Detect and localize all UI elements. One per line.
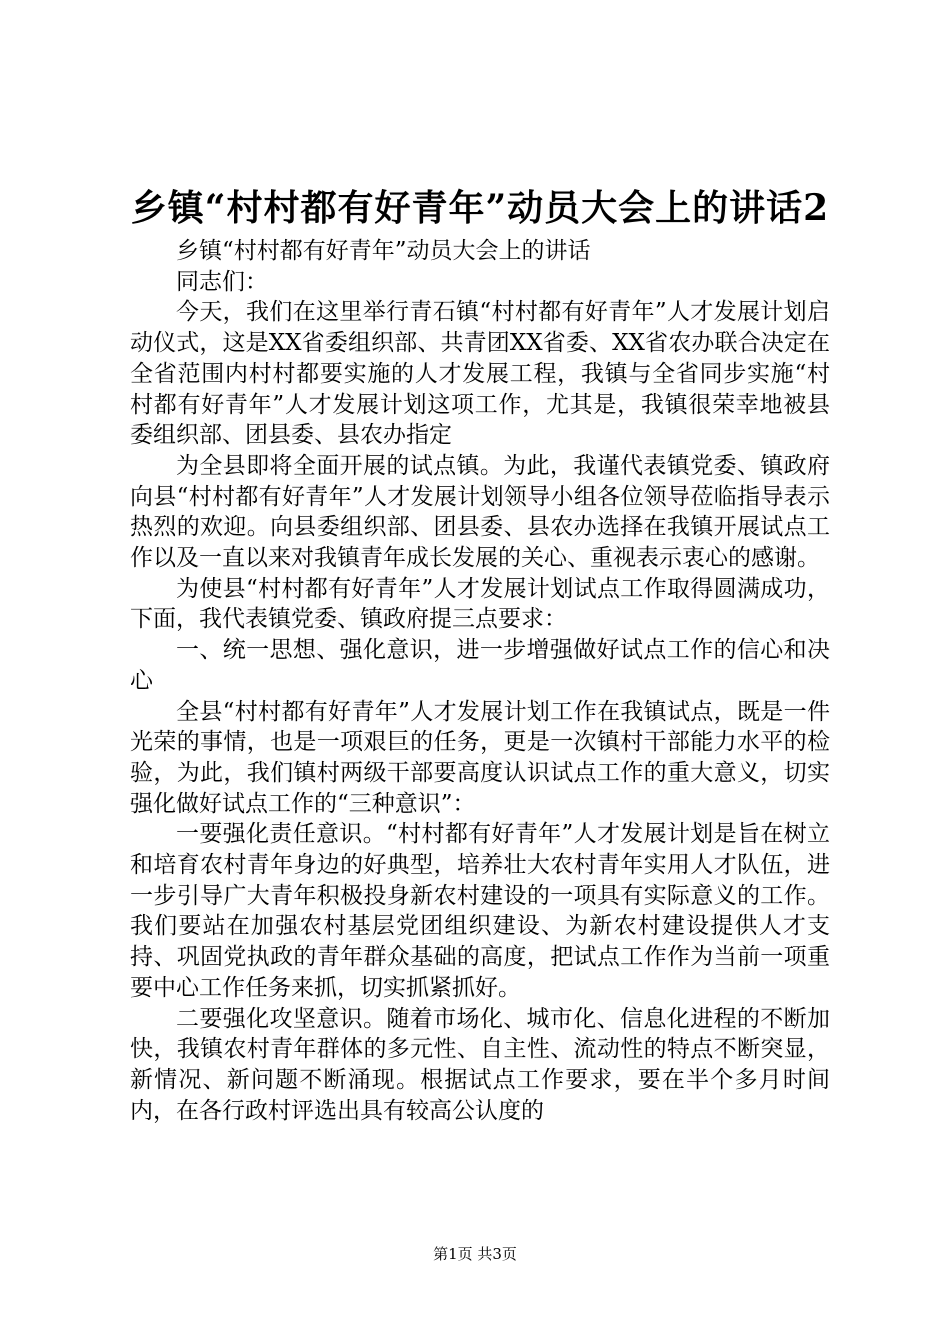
document-body [130,236,830,1126]
document-title: 乡镇“村村都有好青年”动员大会上的讲话2 [130,187,830,229]
paragraph: 全县“村村都有好青年”人才发展计划工作在我镇试点，既是一件光荣的事情，也是一项艰巨的任务，更是一次镇村干部能力水平的检验，为此，我们镇村两级干部要高度认识试点工作的重大意义，切实强化做好试点工作的“三种意识”： [130,698,830,817]
paragraph: 为全县即将全面开展的试点镇。为此，我谨代表镇党委、镇政府向县“村村都有好青年”人才发展计划领导小组各位领导莅临指导表示热烈的欢迎。向县委组织部、团县委、县农办选择在我镇开展试点工作以及一直以来对我镇青年成长发展的关心、重视表示衷心的感谢。 [130,452,830,572]
paragraph: 二要强化攻坚意识。随着市场化、城市化、信息化进程的不断加快，我镇农村青年群体的多元性、自主性、流动性的特点不断突显，新情况、新问题不断涌现。根据试点工作要求，要在半个多月时间内，在各行政村评选出具有较高公认度的 [130,1005,830,1124]
paragraph: 今天，我们在这里举行青石镇“村村都有好青年”人才发展计划启动仪式，这是XX省委组织部、共青团XX省委、XX省农办联合决定在全省范围内村村都要实施的人才发展工程，我镇与全省同步实施“村村都有好青年”人才发展计划这项工作，尤其是，我镇很荣幸地被县委组织部、团县委、县农办指定 [130,299,830,449]
paragraph: 一要强化责任意识。“村村都有好青年”人才发展计划是旨在树立和培育农村青年身边的好典型，培养壮大农村青年实用人才队伍，进一步引导广大青年积极投身新农村建设的一项具有实际意义的工作。我们要站在加强农村基层党团组织建设、为新农村建设提供人才支持、巩固党执政的青年群众基础的高度，把试点工作作为当前一项重要中心工作任务来抓，切实抓紧抓好。 [130,821,830,1001]
speech-heading: 乡镇“村村都有好青年”动员大会上的讲话 [176,238,591,264]
page-number-footer: 第1页 共3页 [433,1245,517,1263]
salutation: 同志们： [176,268,268,295]
paragraph: 为使县“村村都有好青年”人才发展计划试点工作取得圆满成功，下面，我代表镇党委、镇政府提三点要求： [130,575,830,633]
section-heading: 一、统一思想、强化意识，进一步增强做好试点工作的信心和决心 [130,637,830,694]
